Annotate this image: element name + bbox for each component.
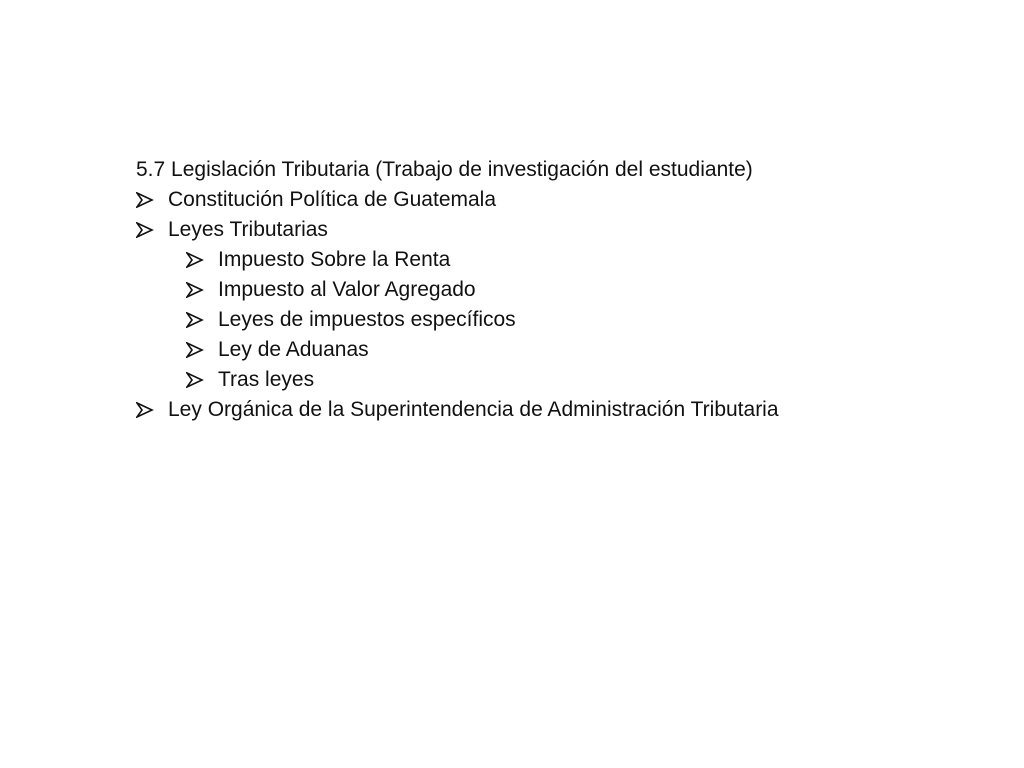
section-heading: 5.7 Legislación Tributaria (Trabajo de investigación del estudiante): [136, 158, 753, 181]
list-item-text: Ley de Aduanas: [218, 338, 369, 361]
list-item: [136, 395, 996, 425]
sub-list-item: [186, 305, 996, 335]
list-item: [136, 215, 996, 245]
list-item: [136, 185, 996, 215]
list-item-text: Ley Orgánica de la Superintendencia de Administración Tributaria: [168, 398, 779, 421]
arrowhead-bullet-icon: [186, 372, 204, 388]
sub-list-item: [186, 275, 996, 305]
arrowhead-bullet-icon: [186, 282, 204, 298]
arrowhead-bullet-icon: [136, 192, 154, 208]
sub-list-item: [186, 245, 996, 275]
arrowhead-bullet-icon: [186, 342, 204, 358]
sub-list-item: [186, 365, 996, 395]
list-item-text: Impuesto Sobre la Renta: [218, 248, 451, 271]
list-item-text: Leyes de impuestos específicos: [218, 308, 516, 331]
list-item-text: Impuesto al Valor Agregado: [218, 278, 476, 301]
arrowhead-bullet-icon: [186, 252, 204, 268]
arrowhead-bullet-icon: [136, 222, 154, 238]
sub-list-item: [186, 335, 996, 365]
arrowhead-bullet-icon: [136, 402, 154, 418]
arrowhead-bullet-icon: [186, 312, 204, 328]
list-item-text: Tras leyes: [218, 368, 315, 391]
list-item-text: Leyes Tributarias: [168, 218, 328, 241]
slide-content: [136, 155, 996, 425]
list-item-text: Constitución Política de Guatemala: [168, 188, 497, 211]
